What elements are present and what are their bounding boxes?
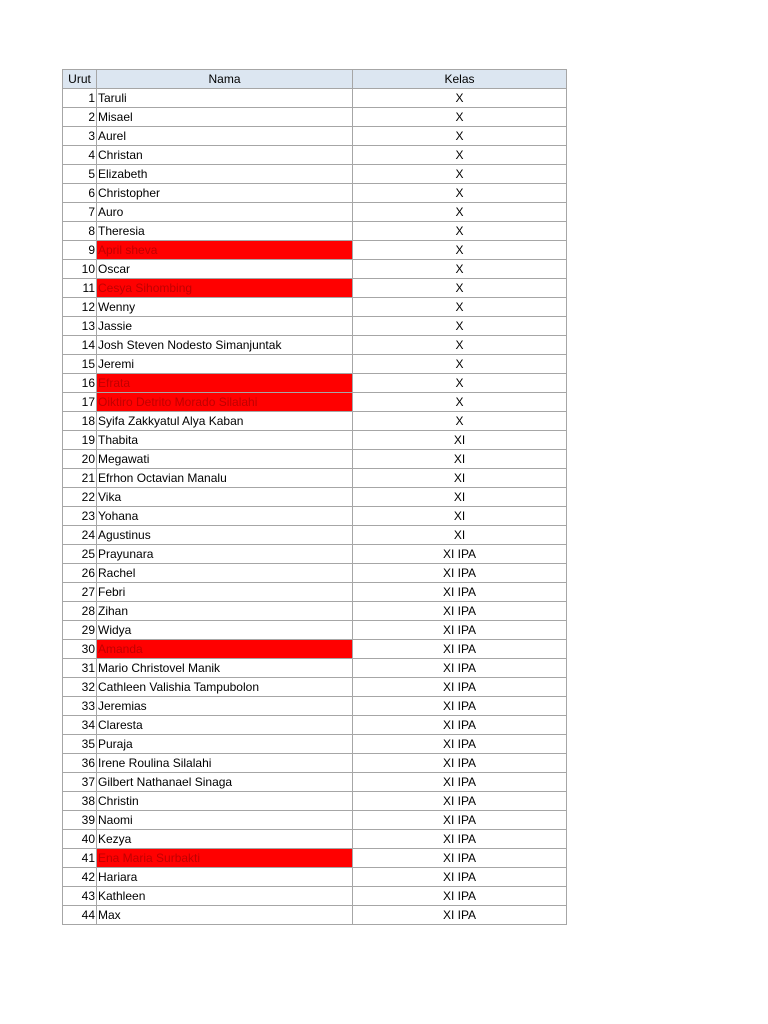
header-row (63, 70, 567, 89)
cell-kelas[interactable]: XI IPA (353, 849, 567, 868)
cell-kelas[interactable]: X (353, 393, 567, 412)
cell-nama[interactable]: Yohana (97, 507, 353, 526)
spreadsheet (62, 69, 567, 925)
header-nama[interactable]: Nama (97, 70, 353, 89)
cell-kelas[interactable]: X (353, 222, 567, 241)
cell-urut[interactable]: 22 (63, 488, 97, 507)
cell-urut[interactable]: 10 (63, 260, 97, 279)
cell-kelas[interactable]: XI IPA (353, 621, 567, 640)
table-row (63, 678, 567, 697)
cell-kelas[interactable]: XI IPA (353, 564, 567, 583)
cell-nama[interactable]: Gilbert Nathanael Sinaga (97, 773, 353, 792)
cell-urut[interactable]: 15 (63, 355, 97, 374)
cell-nama[interactable]: Josh Steven Nodesto Simanjuntak (97, 336, 353, 355)
table-row (63, 716, 567, 735)
cell-urut[interactable]: 12 (63, 298, 97, 317)
cell-kelas[interactable]: XI (353, 450, 567, 469)
table-row (63, 184, 567, 203)
table-row (63, 431, 567, 450)
cell-kelas[interactable]: X (353, 336, 567, 355)
cell-nama[interactable]: Efrata (97, 374, 353, 393)
cell-kelas[interactable]: X (353, 412, 567, 431)
cell-kelas[interactable]: X (353, 146, 567, 165)
cell-kelas[interactable]: XI IPA (353, 716, 567, 735)
table-row (63, 507, 567, 526)
table-row (63, 526, 567, 545)
cell-nama[interactable]: Theresia (97, 222, 353, 241)
cell-kelas[interactable]: XI IPA (353, 887, 567, 906)
cell-nama[interactable]: Max (97, 906, 353, 925)
table-row (63, 906, 567, 925)
table-row (63, 545, 567, 564)
cell-nama[interactable]: Febri (97, 583, 353, 602)
cell-urut[interactable]: 24 (63, 526, 97, 545)
cell-nama[interactable]: Auro (97, 203, 353, 222)
table-row (63, 146, 567, 165)
cell-urut[interactable]: 32 (63, 678, 97, 697)
table-row (63, 773, 567, 792)
table-row (63, 659, 567, 678)
table-row (63, 355, 567, 374)
cell-nama[interactable]: Kezya (97, 830, 353, 849)
cell-kelas[interactable]: X (353, 108, 567, 127)
cell-kelas[interactable]: XI (353, 526, 567, 545)
cell-kelas[interactable]: XI IPA (353, 906, 567, 925)
cell-nama[interactable]: Claresta (97, 716, 353, 735)
cell-urut[interactable]: 6 (63, 184, 97, 203)
cell-nama[interactable]: Misael (97, 108, 353, 127)
cell-urut[interactable]: 14 (63, 336, 97, 355)
cell-nama[interactable]: Syifa Zakkyatul Alya Kaban (97, 412, 353, 431)
cell-kelas[interactable]: X (353, 203, 567, 222)
table-row (63, 602, 567, 621)
cell-kelas[interactable]: X (353, 89, 567, 108)
table-row (63, 849, 567, 868)
cell-nama[interactable]: Christin (97, 792, 353, 811)
table-row (63, 222, 567, 241)
cell-nama[interactable]: Megawati (97, 450, 353, 469)
cell-urut[interactable]: 16 (63, 374, 97, 393)
cell-urut[interactable]: 36 (63, 754, 97, 773)
header-urut[interactable]: Urut (63, 70, 97, 89)
table-row (63, 640, 567, 659)
cell-nama[interactable]: Zihan (97, 602, 353, 621)
cell-urut[interactable]: 8 (63, 222, 97, 241)
cell-nama[interactable]: Kathleen (97, 887, 353, 906)
cell-urut[interactable]: 11 (63, 279, 97, 298)
cell-nama[interactable]: Irene Roulina Silalahi (97, 754, 353, 773)
cell-nama[interactable]: Aurel (97, 127, 353, 146)
table-row (63, 317, 567, 336)
cell-kelas[interactable]: X (353, 355, 567, 374)
table-body (63, 89, 567, 925)
table-row (63, 412, 567, 431)
cell-kelas[interactable]: XI IPA (353, 792, 567, 811)
cell-urut[interactable]: 33 (63, 697, 97, 716)
cell-kelas[interactable]: X (353, 260, 567, 279)
cell-nama[interactable]: April sheva (97, 241, 353, 260)
table-row (63, 564, 567, 583)
cell-nama[interactable]: Rachel (97, 564, 353, 583)
cell-nama[interactable]: Widya (97, 621, 353, 640)
cell-urut[interactable]: 21 (63, 469, 97, 488)
cell-kelas[interactable]: XI IPA (353, 868, 567, 887)
cell-kelas[interactable]: X (353, 374, 567, 393)
cell-kelas[interactable]: XI IPA (353, 659, 567, 678)
cell-nama[interactable]: Oiktiro Detrito Morado Silalahi (97, 393, 353, 412)
cell-nama[interactable]: Cesya Sihombing (97, 279, 353, 298)
cell-nama[interactable]: Mario Christovel Manik (97, 659, 353, 678)
table-row (63, 108, 567, 127)
cell-nama[interactable]: Hariara (97, 868, 353, 887)
cell-nama[interactable]: Jeremias (97, 697, 353, 716)
cell-kelas[interactable]: X (353, 298, 567, 317)
table-row (63, 469, 567, 488)
cell-nama[interactable]: Puraja (97, 735, 353, 754)
cell-urut[interactable]: 42 (63, 868, 97, 887)
cell-kelas[interactable]: X (353, 317, 567, 336)
cell-urut[interactable]: 37 (63, 773, 97, 792)
cell-urut[interactable]: 44 (63, 906, 97, 925)
cell-kelas[interactable]: XI IPA (353, 583, 567, 602)
cell-urut[interactable]: 2 (63, 108, 97, 127)
cell-kelas[interactable]: XI (353, 507, 567, 526)
cell-urut[interactable]: 29 (63, 621, 97, 640)
table-row (63, 127, 567, 146)
table-row (63, 298, 567, 317)
cell-nama[interactable]: Naomi (97, 811, 353, 830)
table-row (63, 89, 567, 108)
cell-kelas[interactable]: X (353, 127, 567, 146)
table-row (63, 241, 567, 260)
table-row (63, 811, 567, 830)
header-kelas[interactable]: Kelas (353, 70, 567, 89)
cell-nama[interactable]: Taruli (97, 89, 353, 108)
cell-kelas[interactable]: XI IPA (353, 545, 567, 564)
table-row (63, 165, 567, 184)
cell-urut[interactable]: 26 (63, 564, 97, 583)
cell-urut[interactable]: 31 (63, 659, 97, 678)
cell-kelas[interactable]: XI IPA (353, 678, 567, 697)
cell-kelas[interactable]: X (353, 165, 567, 184)
cell-urut[interactable]: 1 (63, 89, 97, 108)
cell-nama[interactable]: Oscar (97, 260, 353, 279)
cell-nama[interactable]: Jassie (97, 317, 353, 336)
cell-kelas[interactable]: XI IPA (353, 811, 567, 830)
cell-nama[interactable]: Thabita (97, 431, 353, 450)
cell-urut[interactable]: 23 (63, 507, 97, 526)
cell-kelas[interactable]: XI (353, 469, 567, 488)
cell-kelas[interactable]: XI IPA (353, 754, 567, 773)
cell-urut[interactable]: 19 (63, 431, 97, 450)
cell-kelas[interactable]: XI IPA (353, 640, 567, 659)
table-row (63, 393, 567, 412)
cell-urut[interactable]: 25 (63, 545, 97, 564)
cell-nama[interactable]: Christan (97, 146, 353, 165)
cell-urut[interactable]: 35 (63, 735, 97, 754)
table-row (63, 583, 567, 602)
table-row (63, 754, 567, 773)
table-row (63, 697, 567, 716)
cell-nama[interactable]: Christopher (97, 184, 353, 203)
cell-kelas[interactable]: XI (353, 488, 567, 507)
cell-urut[interactable]: 34 (63, 716, 97, 735)
table-row (63, 260, 567, 279)
cell-kelas[interactable]: X (353, 241, 567, 260)
cell-nama[interactable]: Cathleen Valishia Tampubolon (97, 678, 353, 697)
cell-nama[interactable]: Vika (97, 488, 353, 507)
cell-urut[interactable]: 18 (63, 412, 97, 431)
cell-nama[interactable]: Efrhon Octavian Manalu (97, 469, 353, 488)
table-row (63, 868, 567, 887)
cell-nama[interactable]: Wenny (97, 298, 353, 317)
table-row (63, 488, 567, 507)
table-row (63, 203, 567, 222)
cell-nama[interactable]: Prayunara (97, 545, 353, 564)
cell-kelas[interactable]: XI IPA (353, 697, 567, 716)
table-row (63, 621, 567, 640)
table-row (63, 450, 567, 469)
table-row (63, 887, 567, 906)
table-row (63, 735, 567, 754)
cell-urut[interactable]: 9 (63, 241, 97, 260)
cell-kelas[interactable]: X (353, 184, 567, 203)
cell-kelas[interactable]: XI (353, 431, 567, 450)
cell-urut[interactable]: 17 (63, 393, 97, 412)
cell-urut[interactable]: 38 (63, 792, 97, 811)
cell-kelas[interactable]: XI IPA (353, 773, 567, 792)
cell-urut[interactable]: 20 (63, 450, 97, 469)
cell-urut[interactable]: 3 (63, 127, 97, 146)
student-table (62, 69, 567, 925)
table-row (63, 792, 567, 811)
table-row (63, 830, 567, 849)
cell-kelas[interactable]: X (353, 279, 567, 298)
cell-urut[interactable]: 7 (63, 203, 97, 222)
cell-kelas[interactable]: XI IPA (353, 602, 567, 621)
cell-urut[interactable]: 39 (63, 811, 97, 830)
cell-nama[interactable]: Agustinus (97, 526, 353, 545)
cell-urut[interactable]: 5 (63, 165, 97, 184)
cell-urut[interactable]: 41 (63, 849, 97, 868)
cell-nama[interactable]: Amanda (97, 640, 353, 659)
table-row (63, 374, 567, 393)
cell-urut[interactable]: 4 (63, 146, 97, 165)
cell-kelas[interactable]: XI IPA (353, 830, 567, 849)
cell-nama[interactable]: Ena Maria Surbakti (97, 849, 353, 868)
cell-urut[interactable]: 30 (63, 640, 97, 659)
cell-kelas[interactable]: XI IPA (353, 735, 567, 754)
cell-urut[interactable]: 13 (63, 317, 97, 336)
table-row (63, 279, 567, 298)
cell-urut[interactable]: 40 (63, 830, 97, 849)
table-row (63, 336, 567, 355)
cell-urut[interactable]: 28 (63, 602, 97, 621)
cell-urut[interactable]: 27 (63, 583, 97, 602)
cell-nama[interactable]: Elizabeth (97, 165, 353, 184)
cell-nama[interactable]: Jeremi (97, 355, 353, 374)
cell-urut[interactable]: 43 (63, 887, 97, 906)
